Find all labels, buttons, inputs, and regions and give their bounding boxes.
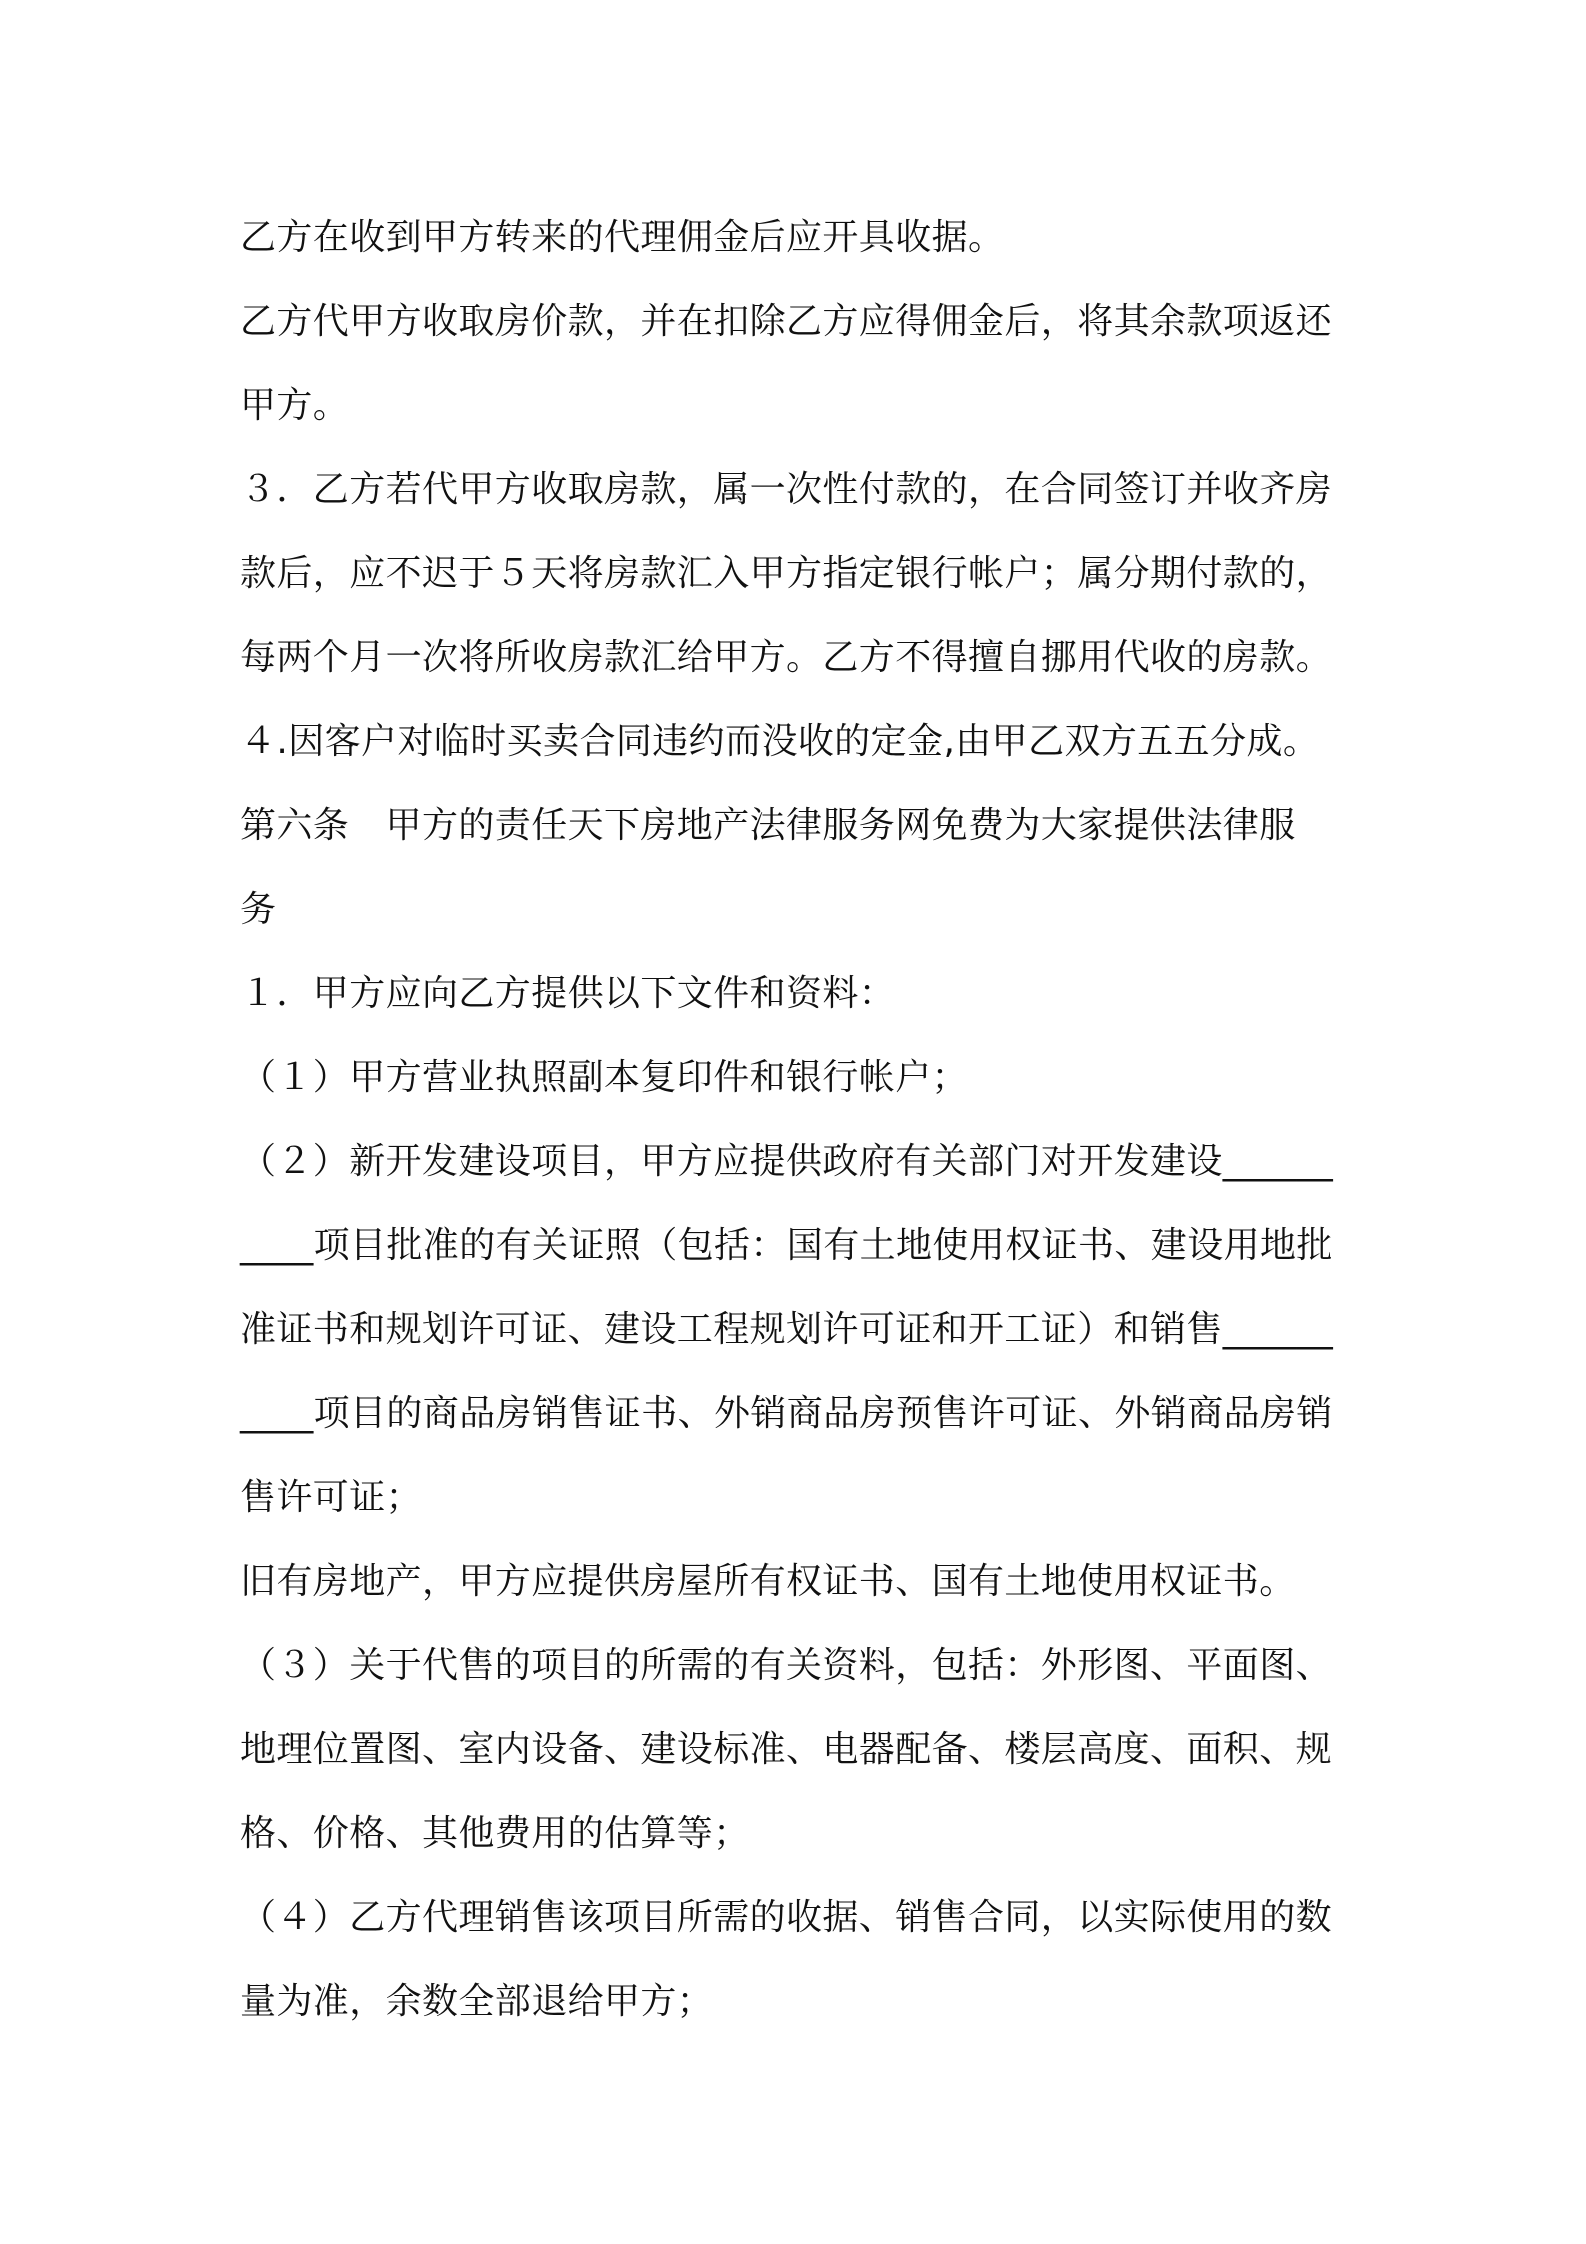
text-line: （４）乙方代理销售该项目所需的收据、销售合同，以实际使用的数: [240, 1897, 1333, 1938]
text-line: （２）新开发建设项目，甲方应提供政府有关部门对开发建设______: [240, 1141, 1334, 1182]
text-line: １．甲方应向乙方提供以下文件和资料：: [240, 973, 896, 1014]
section-heading: 第六条 甲方的责任天下房地产法律服务网免费为大家提供法律服: [240, 805, 1296, 846]
text-line: 款后，应不迟于５天将房款汇入甲方指定银行帐户；属分期付款的，: [240, 553, 1333, 594]
text-line: 乙方在收到甲方转来的代理佣金后应开具收据。: [240, 217, 1005, 258]
document-body: [240, 196, 1360, 2044]
text-line: 乙方代甲方收取房价款，并在扣除乙方应得佣金后，将其余款项返还: [240, 301, 1333, 342]
text-line: 甲方。: [240, 385, 350, 426]
text-line: ３．乙方若代甲方收取房款，属一次性付款的，在合同签订并收齐房: [240, 469, 1333, 510]
text-line: 售许可证；: [240, 1477, 423, 1518]
text-line: （１）甲方营业执照副本复印件和银行帐户；: [240, 1057, 969, 1098]
text-line: 旧有房地产，甲方应提供房屋所有权证书、国有土地使用权证书。: [240, 1561, 1296, 1602]
text-line: ４.因客户对临时买卖合同违约而没收的定金,由甲乙双方五五分成。: [240, 721, 1320, 762]
text-line: ____项目的商品房销售证书、外销商品房预售许可证、外销商品房销: [240, 1393, 1333, 1434]
section-heading-continued: 务: [240, 889, 277, 930]
text-line: 量为准，余数全部退给甲方；: [240, 1981, 714, 2022]
text-line: 格、价格、其他费用的估算等；: [240, 1813, 750, 1854]
text-line: ____项目批准的有关证照（包括：国有土地使用权证书、建设用地批: [240, 1225, 1333, 1266]
text-line: 地理位置图、室内设备、建设标准、电器配备、楼层高度、面积、规: [240, 1729, 1333, 1770]
text-line: （３）关于代售的项目的所需的有关资料，包括：外形图、平面图、: [240, 1645, 1333, 1686]
text-line: 准证书和规划许可证、建设工程规划许可证和开工证）和销售______: [240, 1309, 1334, 1350]
text-line: 每两个月一次将所收房款汇给甲方。乙方不得擅自挪用代收的房款。: [240, 637, 1333, 678]
